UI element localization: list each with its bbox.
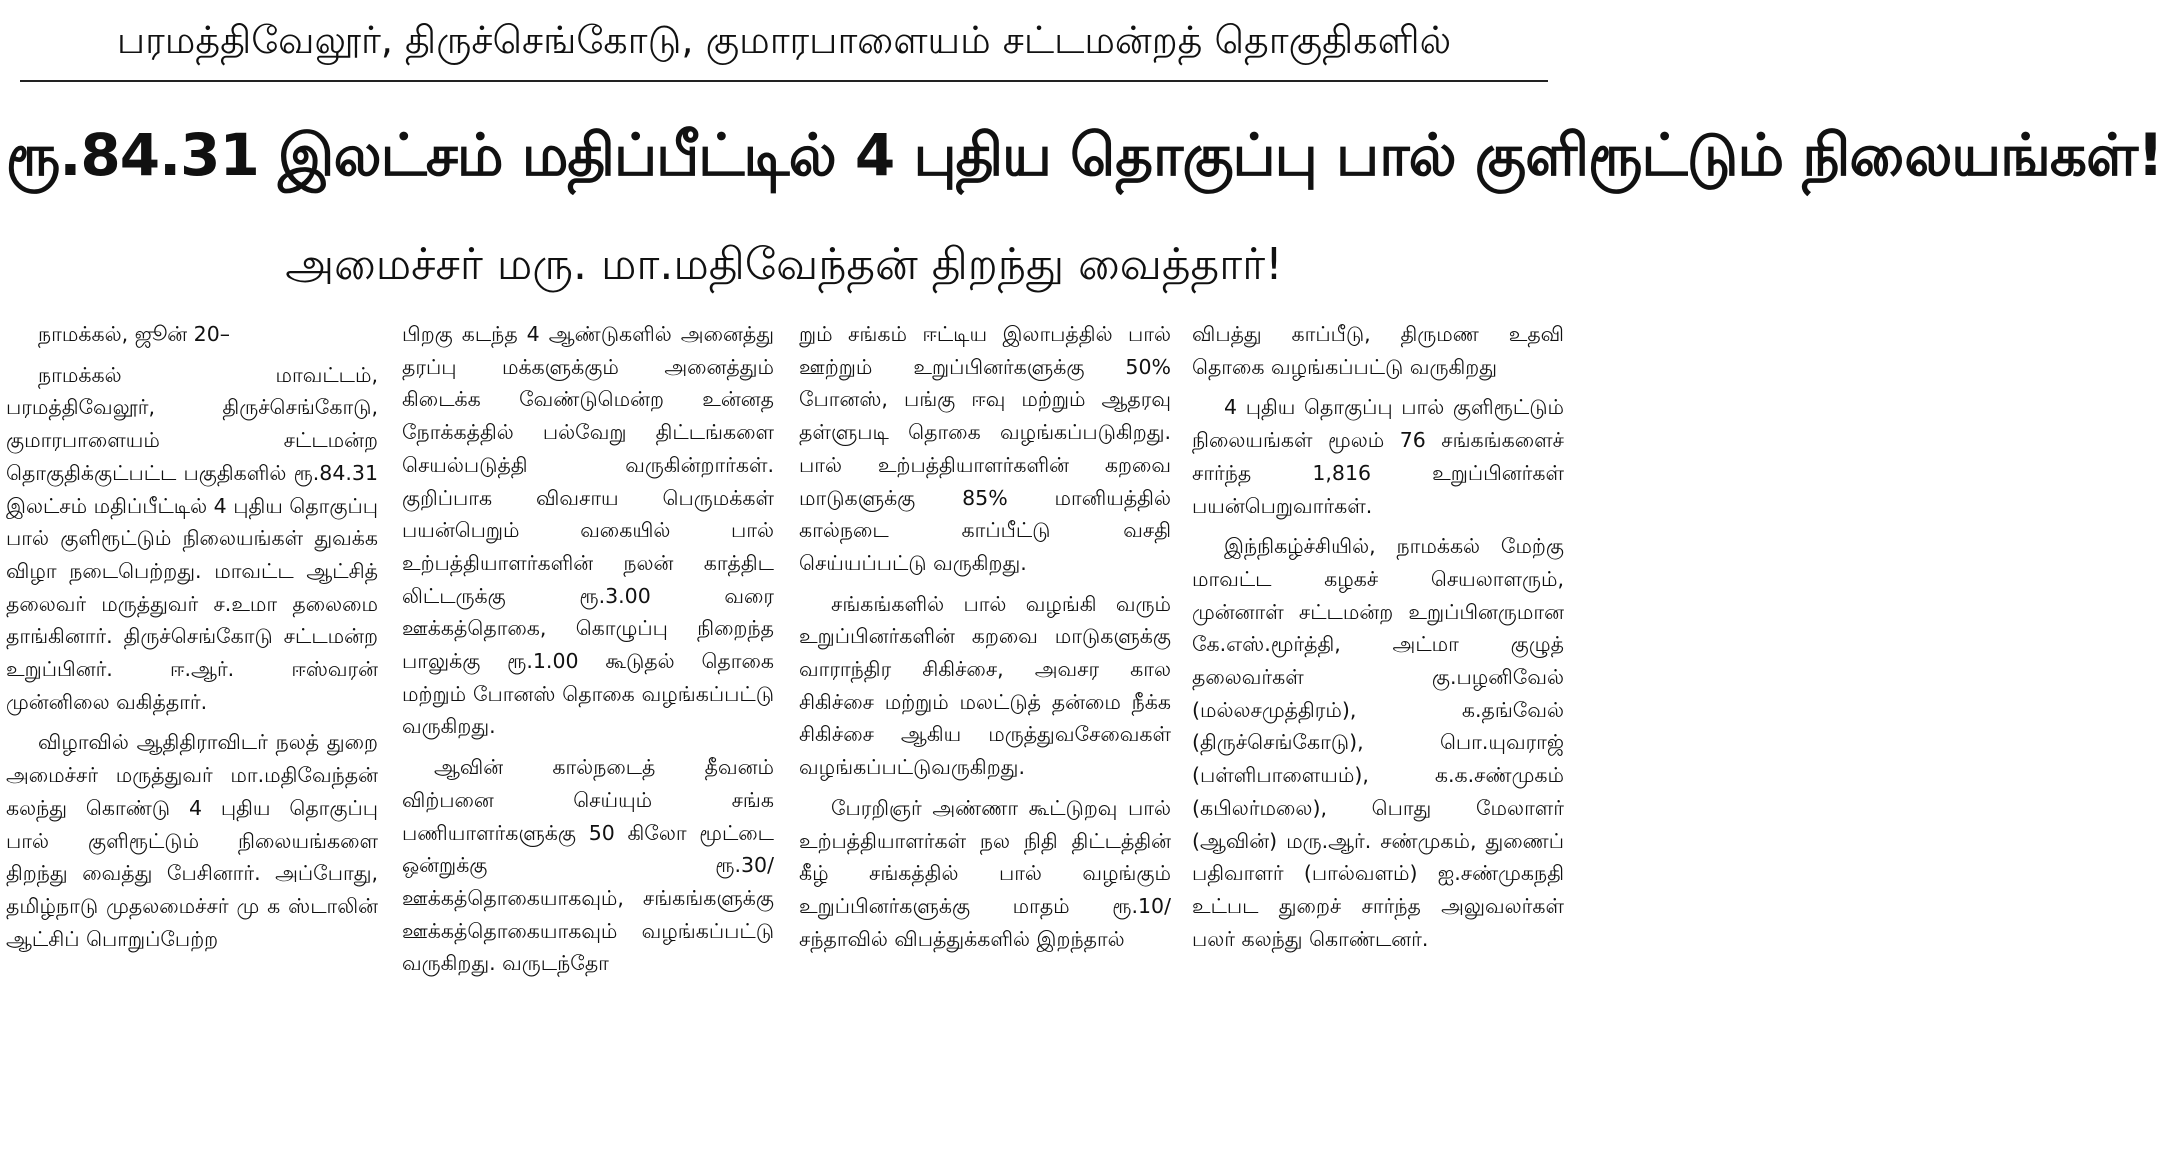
- paragraph: இந்நிகழ்ச்சியில், நாமக்கல் மேற்கு மாவட்ட கழகச் செயலாளரும், முன்னாள் சட்டமன்ற உறுப்பினருமான கே.எஸ்.மூர்த்தி, அட்மா குழுத் தலைவர்கள் கு.பழனிவேல் (மல்லசமுத்திரம்), க.தங்வேல் (திருச்செங்கோடு), பொ.யுவராஜ் (பள்ளிபாளையம்), க.க.சண்முகம் (கபிலர்மலை), பொது மேலாளர் (ஆவின்) மரு.ஆர். சண்முகம், துணைப் பதிவாளர் (பால்வளம்) ஐ.சண்முகநதி உட்பட துறைச் சார்ந்த அலுவலர்கள் பலர் கலந்து கொண்டனர்.: [1192, 534, 1564, 951]
- sub-headline: அமைச்சர் மரு. மா.மதிவேந்தன் திறந்து வைத்தார்!: [285, 239, 1283, 290]
- article-column-3: [799, 318, 1171, 1034]
- paragraph: விழாவில் ஆதிதிராவிடர் நலத் துறை அமைச்சர் மருத்துவர் மா.மதிவேந்தன் கலந்து கொண்டு 4 புதிய தொகுப்பு பால் குளிரூட்டும் நிலையங்களை திறந்து வைத்து பேசினார். அப்போது, தமிழ்நாடு முதலமைச்சர் மு க ஸ்டாலின் ஆட்சிப் பொறுப்பேற்ற: [6, 730, 378, 951]
- paragraph: சங்கங்களில் பால் வழங்கி வரும் உறுப்பினர்களின் கறவை மாடுகளுக்கு வாராந்திர சிகிச்சை, அவசர கால சிகிச்சை மற்றும் மலட்டுத் தன்மை நீக்க சிகிச்சை ஆகிய மருத்துவசேவைகள் வழங்கப்பட்டுவருகிறது.: [799, 591, 1171, 780]
- paragraph: றும் சங்கம் ஈட்டிய இலாபத்தில் பால் ஊற்றும் உறுப்பினர்களுக்கு 50% போனஸ், பங்கு ஈவு மற்றும் ஆதரவு தள்ளுபடி தொகை வழங்கப்படுகிறது. பால் உற்பத்தியாளர்களின் கறவை மாடுகளுக்கு 85% மானியத்தில் கால்நடை காப்பீட்டு வசதி செய்யப்பட்டு வருகிறது.: [799, 322, 1171, 575]
- paragraph: நாமக்கல் மாவட்டம், பரமத்திவேலூர், திருச்செங்கோடு, குமாரபாளையம் சட்டமன்ற தொகுதிக்குட்பட்ட பகுதிகளில் ரூ.84.31 இலட்சம் மதிப்பீட்டில் 4 புதிய தொகுப்பு பால் குளிரூட்டும் நிலையங்கள் துவக்க விழா நடைபெற்றது. மாவட்ட ஆட்சித் தலைவர் மருத்துவர் ச.உமா தலைமை தாங்கினார். திருச்செங்கோடு சட்டமன்ற உறுப்பினர். ஈ.ஆர். ஈஸ்வரன் முன்னிலை வகித்தார்.: [6, 362, 378, 714]
- article-column-2: [402, 318, 774, 1034]
- article-column-1: [6, 318, 378, 1034]
- paragraph: பிறகு கடந்த 4 ஆண்டுகளில் அனைத்து தரப்பு மக்களுக்கும் அனைத்தும் கிடைக்க வேண்டுமென்ற உன்னத நோக்கத்தில் பல்வேறு திட்டங்களை செயல்படுத்தி வருகின்றார்கள். குறிப்பாக விவசாய பெருமக்கள் பயன்பெறும் வகையில் பால் உற்பத்தியாளர்களின் நலன் காத்திட லிட்டருக்கு ரூ.3.00 வரை ஊக்கத்தொகை, கொழுப்பு நிறைந்த பாலுக்கு ரூ.1.00 கூடுதல் தொகை மற்றும் போனஸ் தொகை வழங்கப்பட்டு வருகிறது.: [402, 322, 774, 739]
- paragraph: பேரறிஞர் அண்ணா கூட்டுறவு பால் உற்பத்தியாளர்கள் நல நிதி திட்டத்தின் கீழ் சங்கத்தில் பால் வழங்கும் உறுப்பினர்களுக்கு மாதம் ரூ.10/ சந்தாவில் விபத்துக்களில் இறந்தால்: [799, 795, 1171, 951]
- dateline: நாமக்கல், ஜூன் 20–: [38, 322, 230, 346]
- article-body: [6, 318, 1562, 1034]
- paragraph: விபத்து காப்பீடு, திருமண உதவி தொகை வழங்கப்பட்டு வருகிறது: [1192, 322, 1564, 379]
- paragraph: ஆவின் கால்நடைத் தீவனம் விற்பனை செய்யும் சங்க பணியாளர்களுக்கு 50 கிலோ மூட்டை ஒன்றுக்கு ரூ.30/ ஊக்கத்தொகையாகவும், சங்கங்களுக்கு ஊக்கத்தொகையாகவும் வழங்கப்பட்டு வருகிறது. வருடந்தோ: [402, 755, 774, 976]
- main-headline: ரூ.84.31 இலட்சம் மதிப்பீட்டில் 4 புதிய தொகுப்பு பால் குளிரூட்டும் நிலையங்கள்!: [6, 121, 2163, 189]
- paragraph: 4 புதிய தொகுப்பு பால் குளிரூட்டும் நிலையங்கள் மூலம் 76 சங்கங்களைச் சார்ந்த 1,816 உறுப்பினர்கள் பயன்பெறுவார்கள்.: [1192, 395, 1564, 518]
- kicker-headline: பரமத்திவேலூர், திருச்செங்கோடு, குமாரபாளையம் சட்டமன்றத் தொகுதிகளில்: [20, 0, 1548, 82]
- article-column-4: [1192, 318, 1564, 1034]
